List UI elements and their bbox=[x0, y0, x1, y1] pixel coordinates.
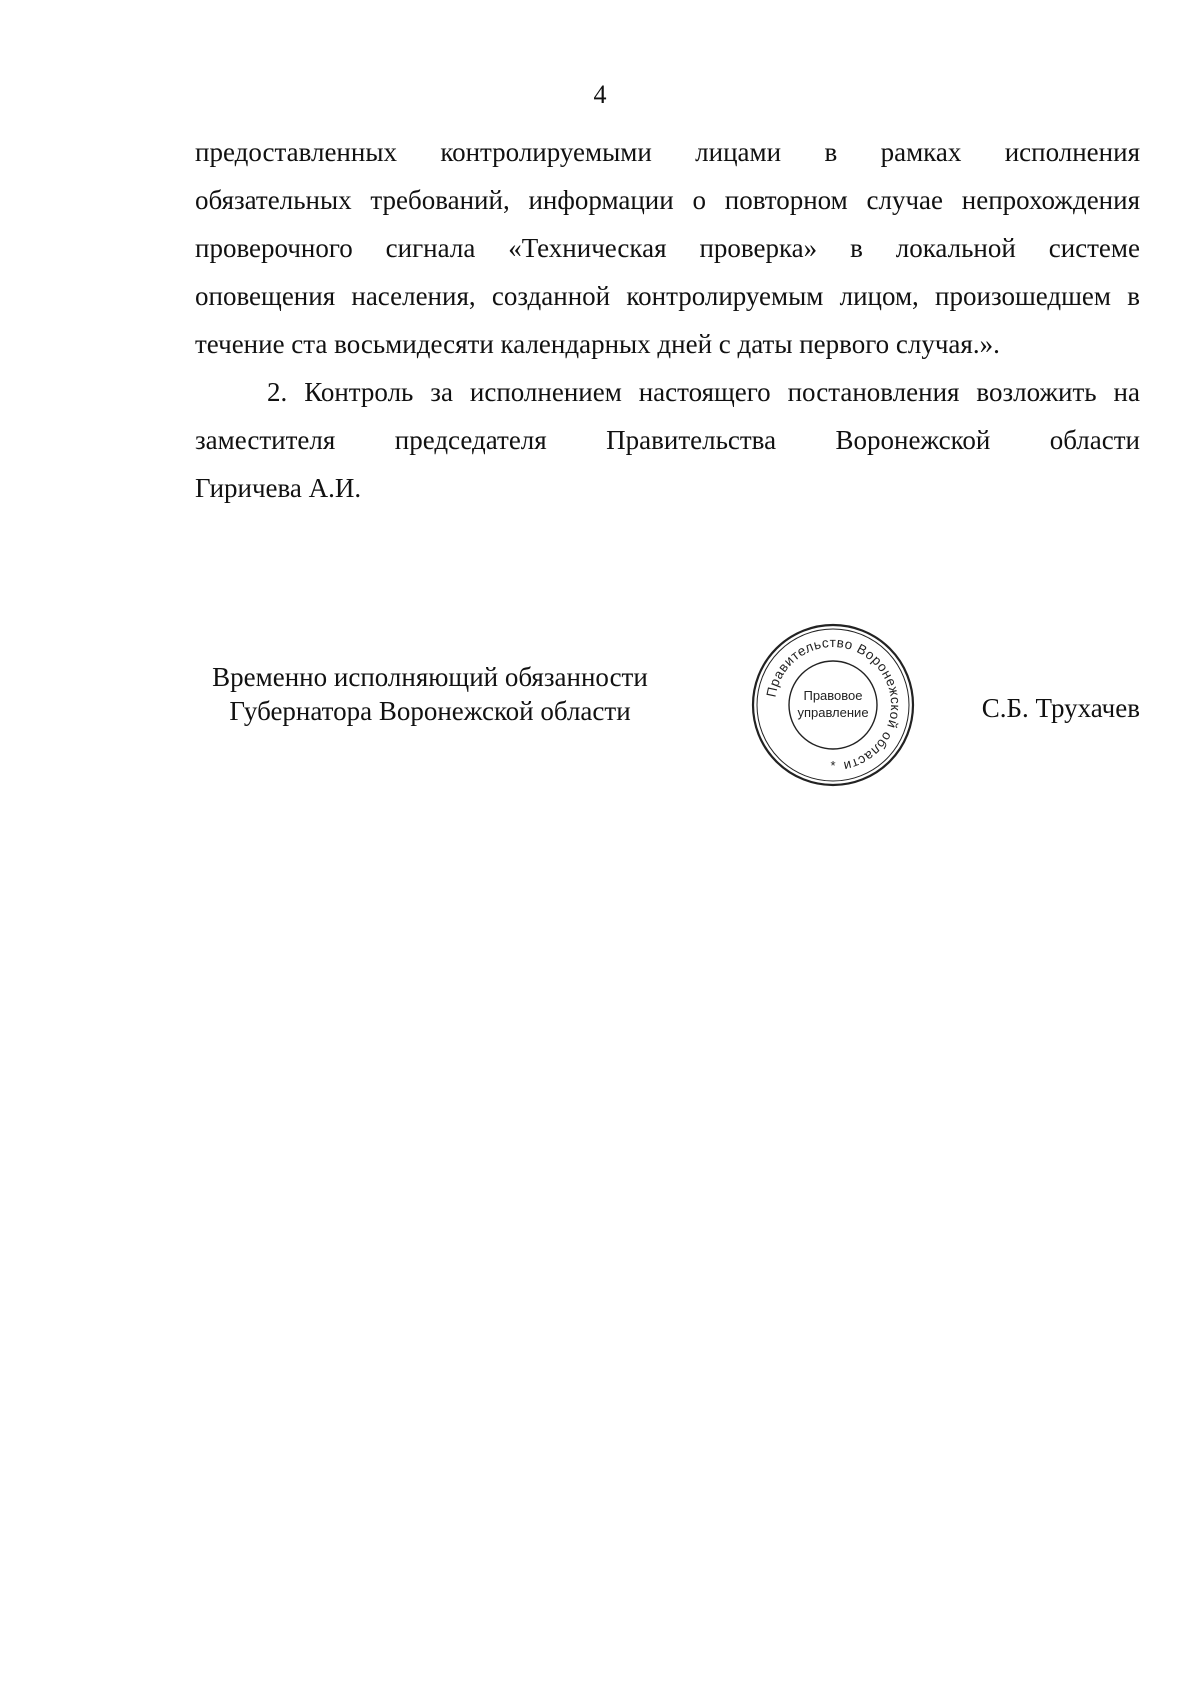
page-number: 4 bbox=[593, 80, 607, 109]
body-line: оповещения населения, созданной контролируемым лицом, произошедшем в bbox=[195, 281, 1140, 311]
body-line: течение ста восьмидесяти календарных дней с даты первого случая.». bbox=[195, 329, 1000, 359]
body-line: заместителя председателя Правительства Воронежской области bbox=[195, 425, 1140, 455]
body-line: проверочного сигнала «Техническая проверка» в локальной системе bbox=[195, 233, 1140, 263]
document-body bbox=[195, 128, 1140, 512]
stamp-star-icon: * bbox=[830, 758, 836, 773]
official-stamp bbox=[748, 620, 918, 790]
body-line: 2. Контроль за исполнением настоящего постановления возложить на bbox=[267, 377, 1140, 407]
signatory-name: С.Б. Трухачев bbox=[981, 693, 1140, 723]
stamp-seal-icon bbox=[748, 620, 918, 790]
signature-position-line: Губернатора Воронежской области bbox=[229, 696, 631, 726]
body-line: предоставленных контролируемыми лицами в рамках исполнения bbox=[195, 137, 1140, 167]
body-line: обязательных требований, информации о повторном случае непрохождения bbox=[195, 185, 1140, 215]
stamp-outer-text: Правительство Воронежской области bbox=[763, 634, 904, 775]
stamp-center-line: Правовое bbox=[803, 688, 863, 703]
stamp-center-line: управление bbox=[797, 705, 869, 720]
body-line: Гиричева А.И. bbox=[195, 473, 362, 503]
signature-position-line: Временно исполняющий обязанности bbox=[212, 662, 648, 692]
signature-position bbox=[190, 660, 670, 728]
